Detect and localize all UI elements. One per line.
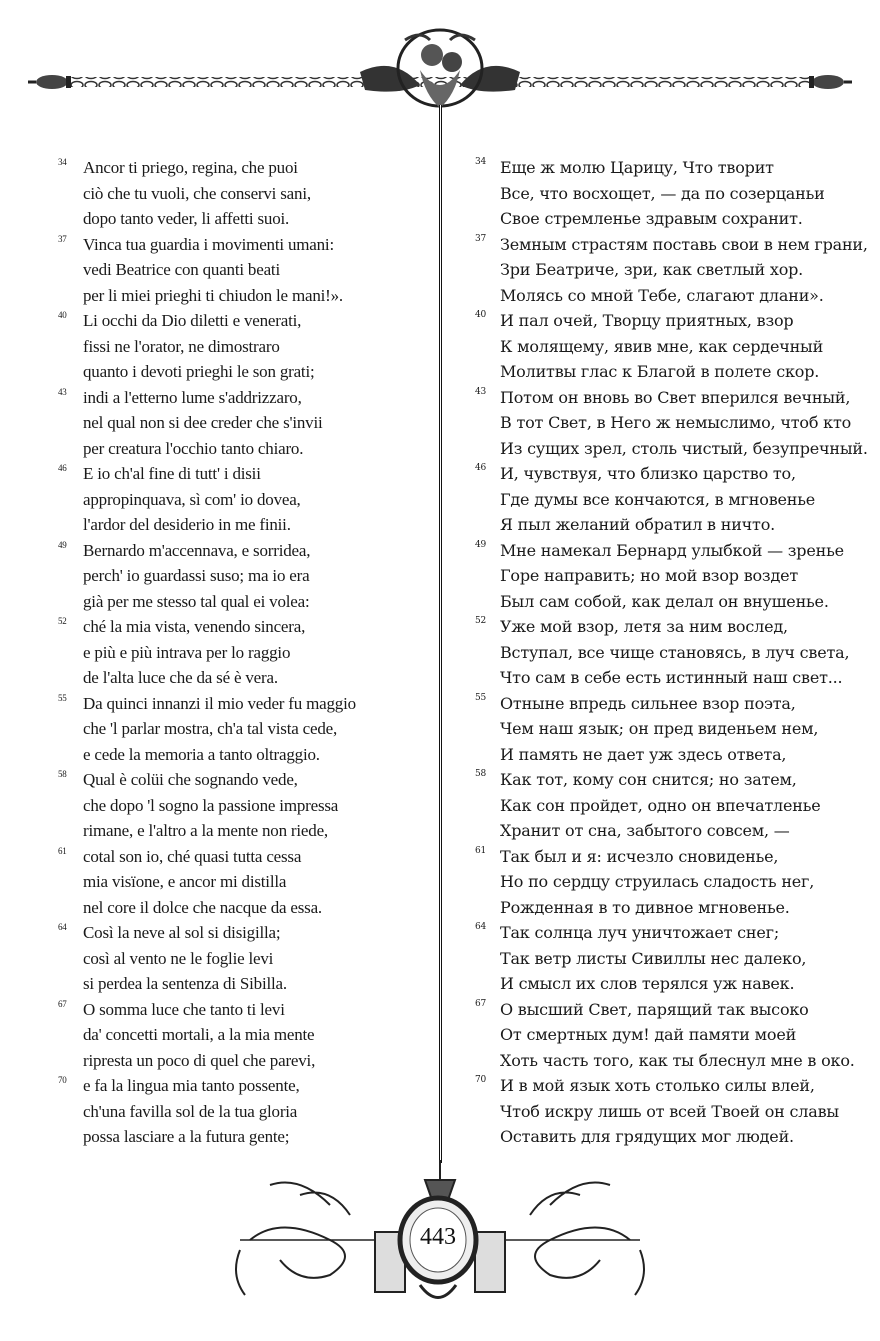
verse-line (475, 206, 865, 232)
verse-line (58, 1124, 428, 1150)
verse-number: 70 (475, 1075, 487, 1085)
verse-line (58, 206, 428, 232)
verse-line (475, 1124, 865, 1150)
column-divider (439, 105, 442, 1163)
verse-text: Горе направить; но мой взор воздет (500, 566, 799, 585)
verse-text: de l'alta luce che da sé è vera. (83, 668, 278, 687)
verse-text: Вступал, все чище становясь, в луч света, (500, 642, 850, 662)
verse-text: quanto i devoti prieghi le son grati; (83, 362, 315, 381)
verse-line (58, 257, 428, 283)
verse-text: Все, что восхощет, — да по созерцаньи (500, 183, 825, 203)
verse-line (58, 614, 428, 640)
verse-line (475, 538, 865, 564)
verse-number: 61 (475, 845, 487, 856)
verse-line (475, 359, 865, 385)
verse-line (58, 1048, 428, 1074)
verse-line (475, 1099, 865, 1125)
verse-number: 34 (58, 157, 67, 167)
verse-text: che dopo 'l sogno la passione impressa (83, 795, 339, 815)
verse-line (475, 436, 868, 462)
verse-text: Оставить для грядущих мог людей. (500, 1127, 794, 1146)
verse-text: e fa la lingua mia tanto possente, (83, 1076, 300, 1095)
left-finial-icon (28, 75, 71, 89)
verse-number: 49 (58, 539, 67, 550)
verse-text: Ancor ti priego, regina, che puoi (83, 158, 298, 177)
verse-text: Così la neve al sol si disigilla; (83, 923, 281, 942)
verse-line (58, 971, 428, 997)
verse-line (58, 283, 428, 309)
verse-text: O somma luce che tanto ti levi (83, 999, 285, 1019)
verse-line (475, 767, 865, 793)
verse-line (58, 869, 428, 895)
verse-line (475, 563, 865, 589)
verse-text: si perdea la sentenza di Sibilla. (83, 974, 287, 993)
verse-line (58, 181, 428, 207)
verse-text: ché la mia vista, venendo sincera, (83, 617, 306, 636)
verse-number: 64 (475, 922, 487, 932)
verse-number: 70 (58, 1075, 67, 1085)
verse-line (58, 920, 428, 946)
verse-line (58, 1099, 428, 1125)
verse-text: nel core il dolce che nacque da essa. (83, 897, 322, 917)
verse-text: Рожденная в то дивное мгновенье. (500, 897, 790, 917)
verse-line (475, 716, 865, 742)
verse-text: Чтоб искру лишь от всей Твоей он славы (500, 1101, 839, 1121)
verse-text: l'ardor del desiderio in me finii. (83, 515, 291, 534)
verse-line (475, 895, 865, 921)
verse-text: Bernardo m'accennava, e sorridea, (83, 540, 311, 560)
verse-text: cotal son io, ché quasi tutta cessa (83, 846, 302, 866)
verse-text: mia visïone, e ancor mi distilla (83, 872, 287, 891)
verse-line (475, 614, 865, 640)
verse-text: Где думы все кончаются, в мгновенье (500, 489, 816, 509)
verse-text: appropinquava, sì com' io dovea, (83, 489, 301, 509)
verse-line (475, 793, 865, 819)
verse-text: Отныне впредь сильнее взор поэта, (500, 693, 796, 713)
verse-text: Vinca tua guardia i movimenti umani: (83, 234, 334, 254)
verse-line (475, 869, 865, 895)
verse-text: Я пыл желаний обратил в ничто. (500, 515, 776, 534)
verse-text: e cede la memoria a tanto oltraggio. (83, 744, 320, 764)
verse-text: И память не дает уж здесь ответа, (500, 744, 787, 764)
verse-number: 64 (58, 922, 67, 932)
verse-text: Мне намекал Бернард улыбкой — зренье (500, 540, 844, 560)
verse-line (475, 844, 865, 870)
verse-line (475, 818, 865, 844)
verse-text: Чем наш язык; он пред виденьем нем, (500, 719, 819, 738)
verse-text: Хранит от сна, забытого совсем, — (500, 821, 790, 840)
verse-number: 58 (475, 769, 487, 779)
verse-number: 49 (475, 539, 487, 550)
verse-text: Молясь со мной Тебе, слагают длани». (500, 285, 824, 305)
verse-text: così al vento ne le foglie levi (83, 948, 274, 968)
verse-number: 37 (58, 233, 67, 244)
verse-line (475, 232, 868, 258)
verse-line (475, 410, 865, 436)
verse-line (475, 308, 865, 334)
verse-text: vedi Beatrice con quanti beati (83, 260, 280, 279)
verse-number: 58 (58, 769, 67, 779)
verse-line (58, 1022, 428, 1048)
verse-text: già per me stesso tal qual ei volea: (83, 591, 310, 611)
verse-text: И пал очей, Творцу приятных, взор (500, 311, 794, 330)
verse-line (58, 589, 428, 615)
verse-line (475, 1022, 865, 1048)
verse-line (475, 589, 865, 615)
verse-line (58, 691, 428, 717)
verse-text: Qual è colüi che sognando vede, (83, 770, 298, 789)
verse-line (58, 385, 428, 411)
verse-line (475, 1048, 865, 1074)
verse-line (58, 538, 428, 564)
verse-text: e più e più intrava per lo raggio (83, 642, 291, 662)
verse-line (475, 1073, 865, 1099)
verse-line (58, 665, 428, 691)
verse-text: perch' io guardassi suso; ma io era (83, 566, 310, 585)
verse-text: Был сам собой, как делал он внушенье. (500, 591, 829, 611)
verse-line (58, 155, 428, 181)
verse-number: 46 (475, 463, 487, 473)
verse-text: per li miei prieghi ti chiudon le mani!». (83, 285, 343, 305)
verse-text: И смысл их слов терялся уж навек. (500, 974, 795, 993)
verse-text: Как тот, кому сон снится; но затем, (500, 770, 797, 789)
verse-text: per creatura l'occhio tanto chiaro. (83, 438, 304, 458)
verse-text: rimane, e l'altro a la mente non riede, (83, 821, 328, 840)
verse-text: Свое стремленье здравым сохранит. (500, 209, 803, 228)
verse-line (58, 436, 428, 462)
verse-number: 52 (58, 616, 67, 626)
verse-line (58, 334, 428, 360)
verse-text: Земным страстям поставь свои в нем грани, (500, 234, 868, 254)
verse-text: Так солнца луч уничтожает снег; (500, 923, 780, 942)
verse-text: Молитвы глас к Благой в полете скор. (500, 362, 820, 381)
verse-text: Еще ж молю Царицу, Что творит (500, 158, 774, 177)
verse-text: И в мой язык хоть столько силы влей, (500, 1076, 815, 1095)
verse-line (58, 232, 428, 258)
verse-line (475, 461, 865, 487)
verse-text: Зри Беатриче, зри, как светлый хор. (500, 260, 804, 279)
verse-line (475, 971, 865, 997)
verse-line (58, 308, 428, 334)
verse-line (58, 716, 428, 742)
verse-text: ch'una favilla sol de la tua gloria (83, 1101, 298, 1121)
verse-text: Li occhi da Dio diletti e venerati, (83, 311, 302, 330)
verse-text: dopo tanto veder, li affetti suoi. (83, 209, 290, 228)
verse-line (475, 155, 865, 181)
verse-line (475, 920, 865, 946)
verse-text: indi a l'etterno lume s'addrizzaro, (83, 387, 302, 407)
verse-line (58, 767, 428, 793)
verse-text: И, чувствуя, что близко царство то, (500, 464, 796, 483)
verse-line (58, 818, 428, 844)
verse-text: Так был и я: исчезло сновиденье, (500, 846, 779, 866)
verse-line (475, 665, 865, 691)
verse-number: 43 (58, 386, 67, 397)
verse-line (58, 461, 428, 487)
verse-text: Уже мой взор, летя за ним вослед, (500, 617, 788, 636)
verse-line (58, 844, 428, 870)
verse-line (58, 410, 428, 436)
verse-line (475, 946, 865, 972)
verse-text: Хоть часть того, как ты блеснул мне в око. (500, 1050, 855, 1070)
verse-line (475, 742, 865, 768)
verse-text: Из сущих зрел, столь чистый, безупречный. (500, 438, 868, 458)
verse-line (475, 640, 865, 666)
verse-text: da' concetti mortali, a la mia mente (83, 1025, 315, 1044)
italian-text-column (58, 155, 428, 1150)
russian-text-column (475, 155, 868, 1150)
verse-text: Потом он вновь во Свет вперился вечный, (500, 387, 851, 407)
verse-text: possa lasciare a la futura gente; (83, 1127, 290, 1146)
verse-line (475, 487, 865, 513)
verse-text: В тот Свет, в Него ж немыслимо, чтоб кто (500, 413, 852, 432)
verse-number: 46 (58, 463, 67, 473)
verse-number: 61 (58, 845, 67, 856)
verse-text: К молящему, явив мне, как сердечный (500, 336, 824, 356)
verse-line (58, 793, 428, 819)
verse-line (58, 997, 428, 1023)
verse-line (58, 563, 428, 589)
verse-line (58, 742, 428, 768)
verse-number: 40 (58, 310, 67, 320)
verse-line (58, 946, 428, 972)
verse-line (475, 385, 865, 411)
verse-line (475, 283, 865, 309)
verse-text: Но по сердцу струилась сладость нег, (500, 872, 815, 891)
verse-number: 67 (58, 998, 67, 1009)
verse-line (58, 487, 428, 513)
verse-text: Так ветр листы Сивиллы нес далеко, (500, 948, 807, 968)
verse-text: E io ch'al fine di tutt' i disii (83, 464, 261, 483)
verse-number: 37 (475, 233, 487, 244)
verse-line (58, 640, 428, 666)
verse-number: 34 (475, 157, 487, 167)
verse-text: О высший Свет, парящий так высоко (500, 999, 809, 1019)
cherub-cartouche-icon (360, 30, 520, 108)
right-finial-icon (809, 75, 852, 89)
verse-line (475, 181, 865, 207)
verse-line (475, 257, 865, 283)
verse-number: 40 (475, 310, 487, 320)
verse-text: ciò che tu vuoli, che conservi sani, (83, 183, 311, 203)
verse-number: 55 (475, 692, 487, 703)
verse-line (58, 895, 428, 921)
verse-text: che 'l parlar mostra, ch'a tal vista cede, (83, 719, 338, 738)
verse-text: ripresta un poco di quel che parevi, (83, 1050, 316, 1070)
verse-text: Что сам в себе есть истинный наш свет... (500, 668, 843, 687)
verse-text: Da quinci innanzi il mio veder fu maggio (83, 693, 356, 713)
verse-line (58, 359, 428, 385)
page-number: 443 (420, 1224, 456, 1250)
verse-line (475, 512, 865, 538)
verse-number: 43 (475, 386, 487, 397)
verse-line (475, 334, 865, 360)
verse-number: 55 (58, 692, 67, 703)
verse-line (475, 997, 865, 1023)
verse-text: От смертных дум! дай памяти моей (500, 1025, 797, 1044)
verse-text: Как сон пройдет, одно он впечатленье (500, 795, 821, 815)
verse-line (58, 1073, 428, 1099)
verse-number: 67 (475, 998, 487, 1009)
verse-text: nel qual non si dee creder che s'invii (83, 413, 323, 432)
verse-text: fissi ne l'orator, ne dimostraro (83, 336, 280, 356)
verse-number: 52 (475, 616, 487, 626)
verse-line (475, 691, 865, 717)
verse-line (58, 512, 428, 538)
